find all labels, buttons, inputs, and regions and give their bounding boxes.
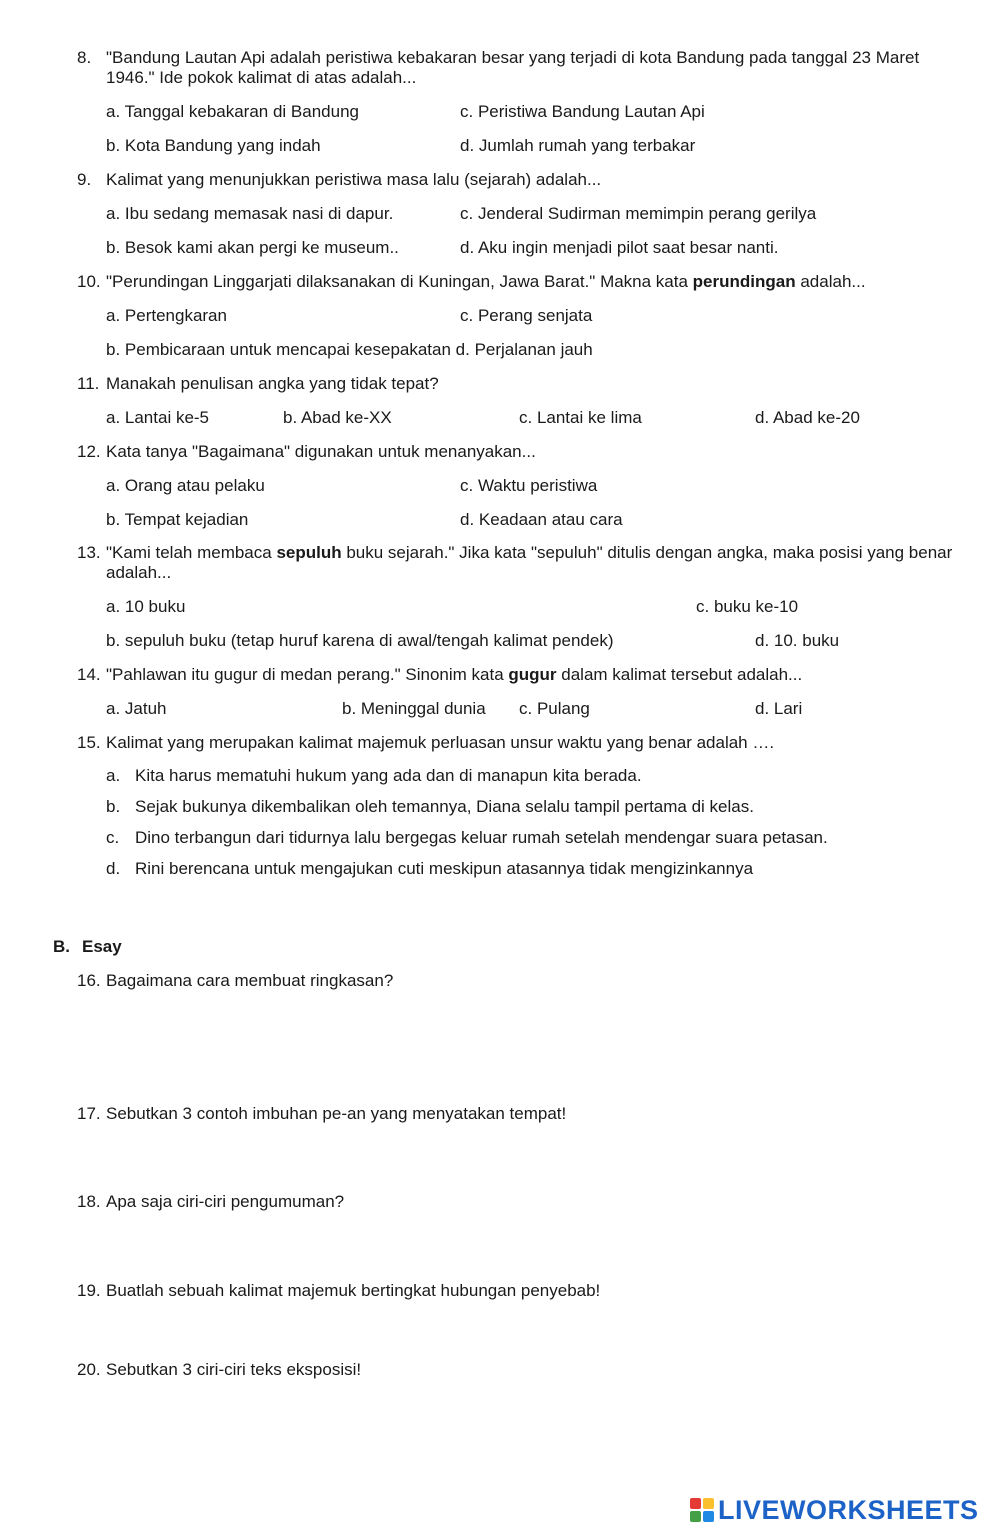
q15-option-b: Sejak bukunya dikembalikan oleh temannya, Diana selalu tampil pertama di kelas.: [135, 797, 754, 816]
q15-option-d-letter: d.: [106, 859, 121, 878]
q12-number: 12.: [77, 442, 101, 461]
logo-text: LIVEWORKSHEETS: [718, 1495, 979, 1525]
q9-option-d: d. Aku ingin menjadi pilot saat besar nanti.: [460, 238, 779, 257]
logo-square-green: [690, 1511, 701, 1522]
q15-text: Kalimat yang merupakan kalimat majemuk perluasan unsur waktu yang benar adalah ….: [106, 733, 775, 752]
essay-16-text: Bagaimana cara membuat ringkasan?: [106, 971, 394, 990]
q9-option-c: c. Jenderal Sudirman memimpin perang gerilya: [460, 204, 817, 223]
q11-option-c: c. Lantai ke lima: [519, 408, 642, 427]
logo-square-yellow: [703, 1498, 714, 1509]
q9-number: 9.: [77, 170, 92, 189]
q14-keyword: gugur: [508, 665, 557, 684]
liveworksheets-logo: [690, 1495, 979, 1525]
q8-option-d: d. Jumlah rumah yang terbakar: [460, 136, 696, 155]
q11-option-a: a. Lantai ke-5: [106, 408, 210, 427]
q10-option-a: a. Pertengkaran: [106, 306, 227, 325]
section-b-letter: B.: [53, 937, 70, 956]
q14-option-a: a. Jatuh: [106, 699, 167, 718]
q13-option-d: d. 10. buku: [755, 631, 840, 650]
q15-option-c: Dino terbangun dari tidurnya lalu bergegas keluar rumah setelah mendengar suara petasan.: [135, 828, 828, 847]
essay-20-text: Sebutkan 3 ciri-ciri teks eksposisi!: [106, 1360, 362, 1379]
q8-option-a: a. Tanggal kebakaran di Bandung: [106, 102, 359, 121]
q12-option-b: b. Tempat kejadian: [106, 510, 249, 529]
q12-text: Kata tanya "Bagaimana" digunakan untuk menanyakan...: [106, 442, 536, 461]
q15-option-d: Rini berencana untuk mengajukan cuti meskipun atasannya tidak mengizinkannya: [135, 859, 754, 878]
q15-option-a: Kita harus mematuhi hukum yang ada dan di manapun kita berada.: [135, 766, 642, 785]
q14-option-b: b. Meninggal dunia: [342, 699, 486, 718]
essay-17-number: 17.: [77, 1104, 101, 1123]
q8-text: "Bandung Lautan Api adalah peristiwa kebakaran besar yang terjadi di kota Bandung pada tanggal 23 Maret 1946." Ide pokok kalimat di atas adalah...: [106, 48, 920, 87]
q15-option-a-letter: a.: [106, 766, 121, 785]
q14-option-d: d. Lari: [755, 699, 803, 718]
q9-text: Kalimat yang menunjukkan peristiwa masa lalu (sejarah) adalah...: [106, 170, 602, 189]
q10-number: 10.: [77, 272, 101, 291]
essay-20-number: 20.: [77, 1360, 101, 1379]
q10-keyword: perundingan: [692, 272, 796, 291]
q11-text: Manakah penulisan angka yang tidak tepat?: [106, 374, 439, 393]
q8-number: 8.: [77, 48, 92, 67]
q11-number: 11.: [77, 374, 100, 393]
q12-option-d: d. Keadaan atau cara: [460, 510, 623, 529]
section-b-title: Esay: [82, 937, 122, 956]
logo-square-red: [690, 1498, 701, 1509]
q8-option-b: b. Kota Bandung yang indah: [106, 136, 321, 155]
q13-keyword: sepuluh: [276, 543, 342, 562]
q10-option-b-d: b. Pembicaraan untuk mencapai kesepakatan d. Perjalanan jauh: [106, 340, 593, 359]
essay-19-text: Buatlah sebuah kalimat majemuk bertingkat hubungan penyebab!: [106, 1281, 601, 1300]
q10-option-c: c. Perang senjata: [460, 306, 593, 325]
essay-18-number: 18.: [77, 1192, 101, 1211]
logo-square-blue: [703, 1511, 714, 1522]
q15-option-b-letter: b.: [106, 797, 121, 816]
q10-text: "Perundingan Linggarjati dilaksanakan di Kuningan, Jawa Barat." Makna kata perundingan adalah...: [106, 272, 866, 291]
q8-option-c: c. Peristiwa Bandung Lautan Api: [460, 102, 705, 121]
q13-option-a: a. 10 buku: [106, 597, 186, 616]
essay-17-text: Sebutkan 3 contoh imbuhan pe-an yang menyatakan tempat!: [106, 1104, 567, 1123]
q12-option-c: c. Waktu peristiwa: [460, 476, 598, 495]
q9-option-b: b. Besok kami akan pergi ke museum..: [106, 238, 399, 257]
q14-number: 14.: [77, 665, 101, 684]
q15-option-c-letter: c.: [106, 828, 120, 847]
q12-option-a: a. Orang atau pelaku: [106, 476, 265, 495]
q11-option-b: b. Abad ke-XX: [283, 408, 392, 427]
essay-16-number: 16.: [77, 971, 101, 990]
q9-option-a: a. Ibu sedang memasak nasi di dapur.: [106, 204, 394, 223]
essay-18-text: Apa saja ciri-ciri pengumuman?: [106, 1192, 345, 1211]
q14-text: "Pahlawan itu gugur di medan perang." Sinonim kata gugur dalam kalimat tersebut adalah...: [106, 665, 803, 684]
q13-option-c: c. buku ke-10: [696, 597, 799, 616]
q11-option-d: d. Abad ke-20: [755, 408, 860, 427]
q13-number: 13.: [77, 543, 101, 562]
q15-number: 15.: [77, 733, 101, 752]
q14-option-c: c. Pulang: [519, 699, 590, 718]
q13-option-b: b. sepuluh buku (tetap huruf karena di awal/tengah kalimat pendek): [106, 631, 614, 650]
essay-19-number: 19.: [77, 1281, 101, 1300]
q13-text: "Kami telah membaca sepuluh buku sejarah." Jika kata "sepuluh" ditulis dengan angka, maka posisi yang benar adalah...: [106, 543, 953, 582]
logo-mark-icon: [690, 1498, 714, 1522]
